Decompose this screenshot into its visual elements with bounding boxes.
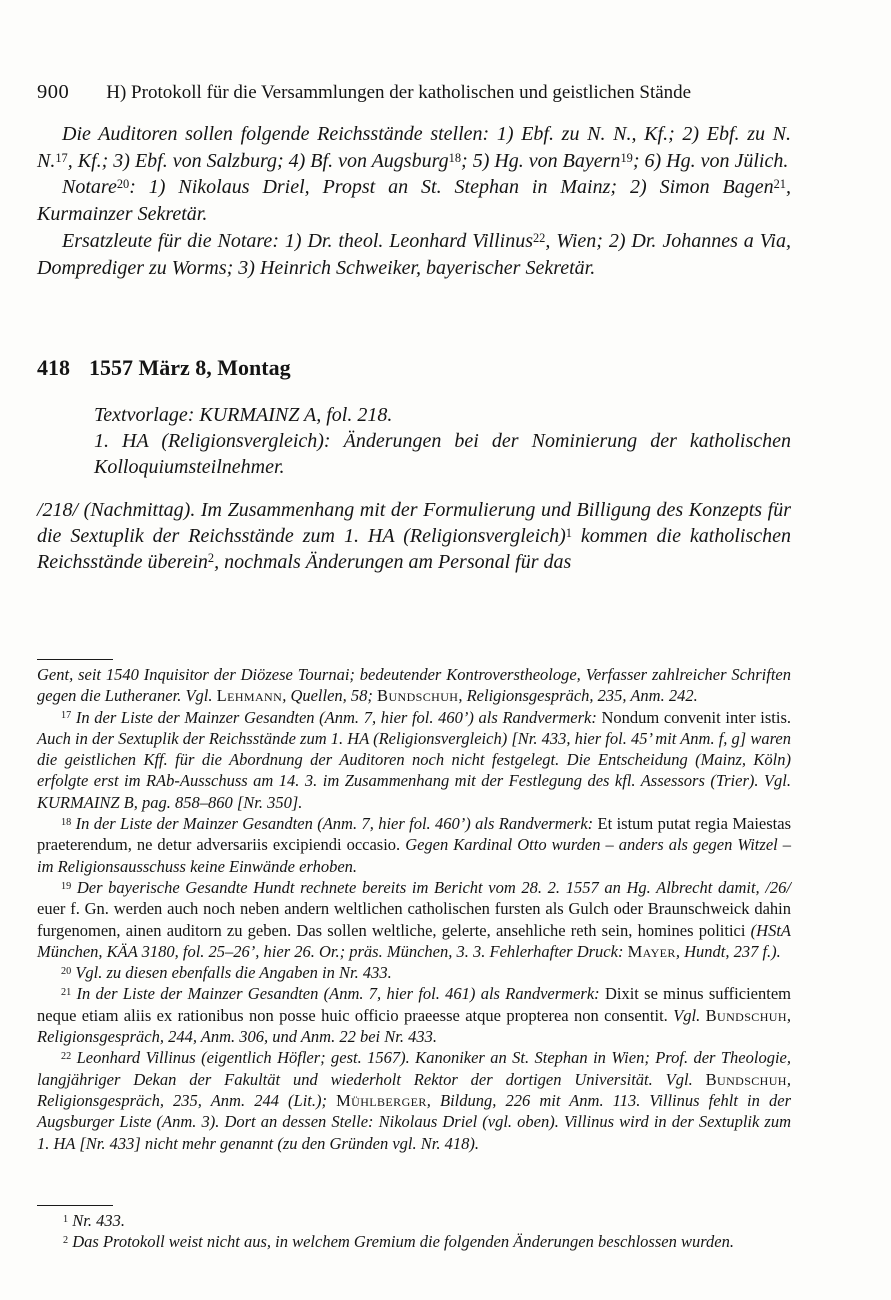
footnote-continuation: Gent, seit 1540 Inquisitor der Diözese Tournai; bedeutender Kontroverstheologe, Verfasser zahlreicher Schriften gegen die Lutheraner. Vgl. Lehmann, Quellen, 58; Bundschuh, Religionsgespräch, 235, Anm. 242.	[37, 665, 791, 706]
running-head-title: H) Protokoll für die Versammlungen der katholischen und geistlichen Stände	[106, 82, 692, 103]
footnote-rule-entry	[37, 1205, 113, 1206]
footnote-17: $^{17}$ In der Liste der Mainzer Gesandten (Anm. 7, hier fol. 460’) als Randvermerk: Nondum convenit inter istis. Auch in der Sextuplik der Reichsstände zum 1. HA (Religionsvergleich) [Nr. 433, hier fol. 45’ mit Anm. f, g] waren die geistlichen Kff. für die Abordnung der Auditoren noch nicht festgelegt. Die Entscheidung (Mainz, Köln) erfolgte erst im RAb-Ausschuss am 14. 3. im Zusammenhang mit der Festlegung des kfl. Assessors (Trier). Vgl. KURMAINZ B, pag. 858–860 [Nr. 350].	[37, 707, 791, 812]
textvorlage-line: Textvorlage: KURMAINZ A, fol. 218.	[94, 404, 393, 426]
entry-date-heading: 1557 März 8, Montag	[89, 355, 291, 380]
footnote-2: $^2$ Das Protokoll weist nicht aus, in welchem Gremium die folgenden Änderungen beschlossen wurden.	[63, 1232, 734, 1252]
record-text	[37, 121, 791, 281]
paragraph-opening: /218/ (Nachmittag). Im Zusammenhang mit der Formulierung und Billigung des Konzepts für die Sextuplik der Reichsstände zum 1. HA (Religionsvergleich)$^1$ kommen die katholischen Reichsstände überein$^2$, nochmals Änderungen am Personal für das	[37, 499, 791, 573]
entry-number: 418	[37, 355, 70, 380]
entry-heading	[37, 355, 791, 381]
running-head	[37, 80, 791, 105]
source-note-block	[94, 403, 791, 480]
regest-line: 1. HA (Religionsvergleich): Änderungen bei der Nominierung der katholischen Kolloquiumsteilnehmer.	[94, 429, 791, 478]
footnotes-main	[37, 664, 791, 1154]
footnote-1: $^1$ Nr. 433.	[63, 1211, 125, 1230]
paragraph-ersatzleute: Ersatzleute für die Notare: 1) Dr. theol. Leonhard Villinus$^{22}$, Wien; 2) Dr. Johannes a Via, Domprediger zu Worms; 3) Heinrich Schweiker, bayerischer Sekretär.	[37, 229, 791, 279]
footnote-18: $^{18}$ In der Liste der Mainzer Gesandten (Anm. 7, hier fol. 460’) als Randvermerk: Et istum putat regia Maiestas praeterendum, ne detur adversariis excipiendi occasio. Gegen Kardinal Otto wurden – anders als gegen Witzel – im Religionsausschuss keine Einwände erhoben.	[37, 814, 791, 876]
footnote-19: $^{19}$ Der bayerische Gesandte Hundt rechnete bereits im Bericht vom 28. 2. 1557 an Hg. Albrecht damit, /26/ euer f. Gn. werden auch noch neben andern weltlichen catholischen fursten als Gulch oder Braunschweick dahin furgenomen, ainen auditorn zu geben. Das sollen weltliche, gelerte, ansehliche reth sein, homines politici (HStA München, KÄA 3180, fol. 25–26’, hier 26. Or.; präs. München, 3. 3. Fehlerhafter Druck: Mayer, Hundt, 237 f.).	[37, 877, 791, 961]
paragraph-notare: Notare$^{20}$: 1) Nikolaus Driel, Propst an St. Stephan in Mainz; 2) Simon Bagen$^{21}$, Kurmainzer Sekretär.	[37, 176, 791, 226]
footnote-rule-main	[37, 659, 113, 660]
page-number: 900	[37, 81, 70, 103]
footnote-20: $^{20}$ Vgl. zu diesen ebenfalls die Angaben in Nr. 433.	[61, 963, 392, 983]
paragraph-auditoren: Die Auditoren sollen folgende Reichsstände stellen: 1) Ebf. zu N. N., Kf.; 2) Ebf. zu N. N.$^{17}$, Kf.; 3) Ebf. von Salzburg; 4) Bf. von Augsburg$^{18}$; 5) Hg. von Bayern$^{19}$; 6) Hg. von Jülich.	[37, 123, 791, 172]
footnote-22: $^{22}$ Leonhard Villinus (eigentlich Höfler; gest. 1567). Kanoniker an St. Stephan in Wien; Prof. der Theologie, langjähriger Dekan der Fakultät und wiederholt Rektor der dortigen Universität. Vgl. Bundschuh, Religionsgespräch, 235, Anm. 244 (Lit.); Mühlberger, Bildung, 226 mit Anm. 113. Villinus fehlt in der Augsburger Liste (Anm. 3). Dort an dessen Stelle: Nikolaus Driel (vgl. oben). Villinus wird in der Sextuplik zum 1. HA [Nr. 433] nicht mehr genannt (zu den Gründen vgl. Nr. 418).	[37, 1048, 791, 1153]
footnotes-entry	[37, 1210, 791, 1253]
entry-opening	[37, 498, 791, 575]
footnote-21: $^{21}$ In der Liste der Mainzer Gesandten (Anm. 7, hier fol. 461) als Randvermerk: Dixit se minus sufficientem neque etiam aliis ex rationibus non posse huic officio praeesse atque propterea non consentit. Vgl. Bundschuh, Religionsgespräch, 244, Anm. 306, und Anm. 22 bei Nr. 433.	[37, 984, 792, 1047]
